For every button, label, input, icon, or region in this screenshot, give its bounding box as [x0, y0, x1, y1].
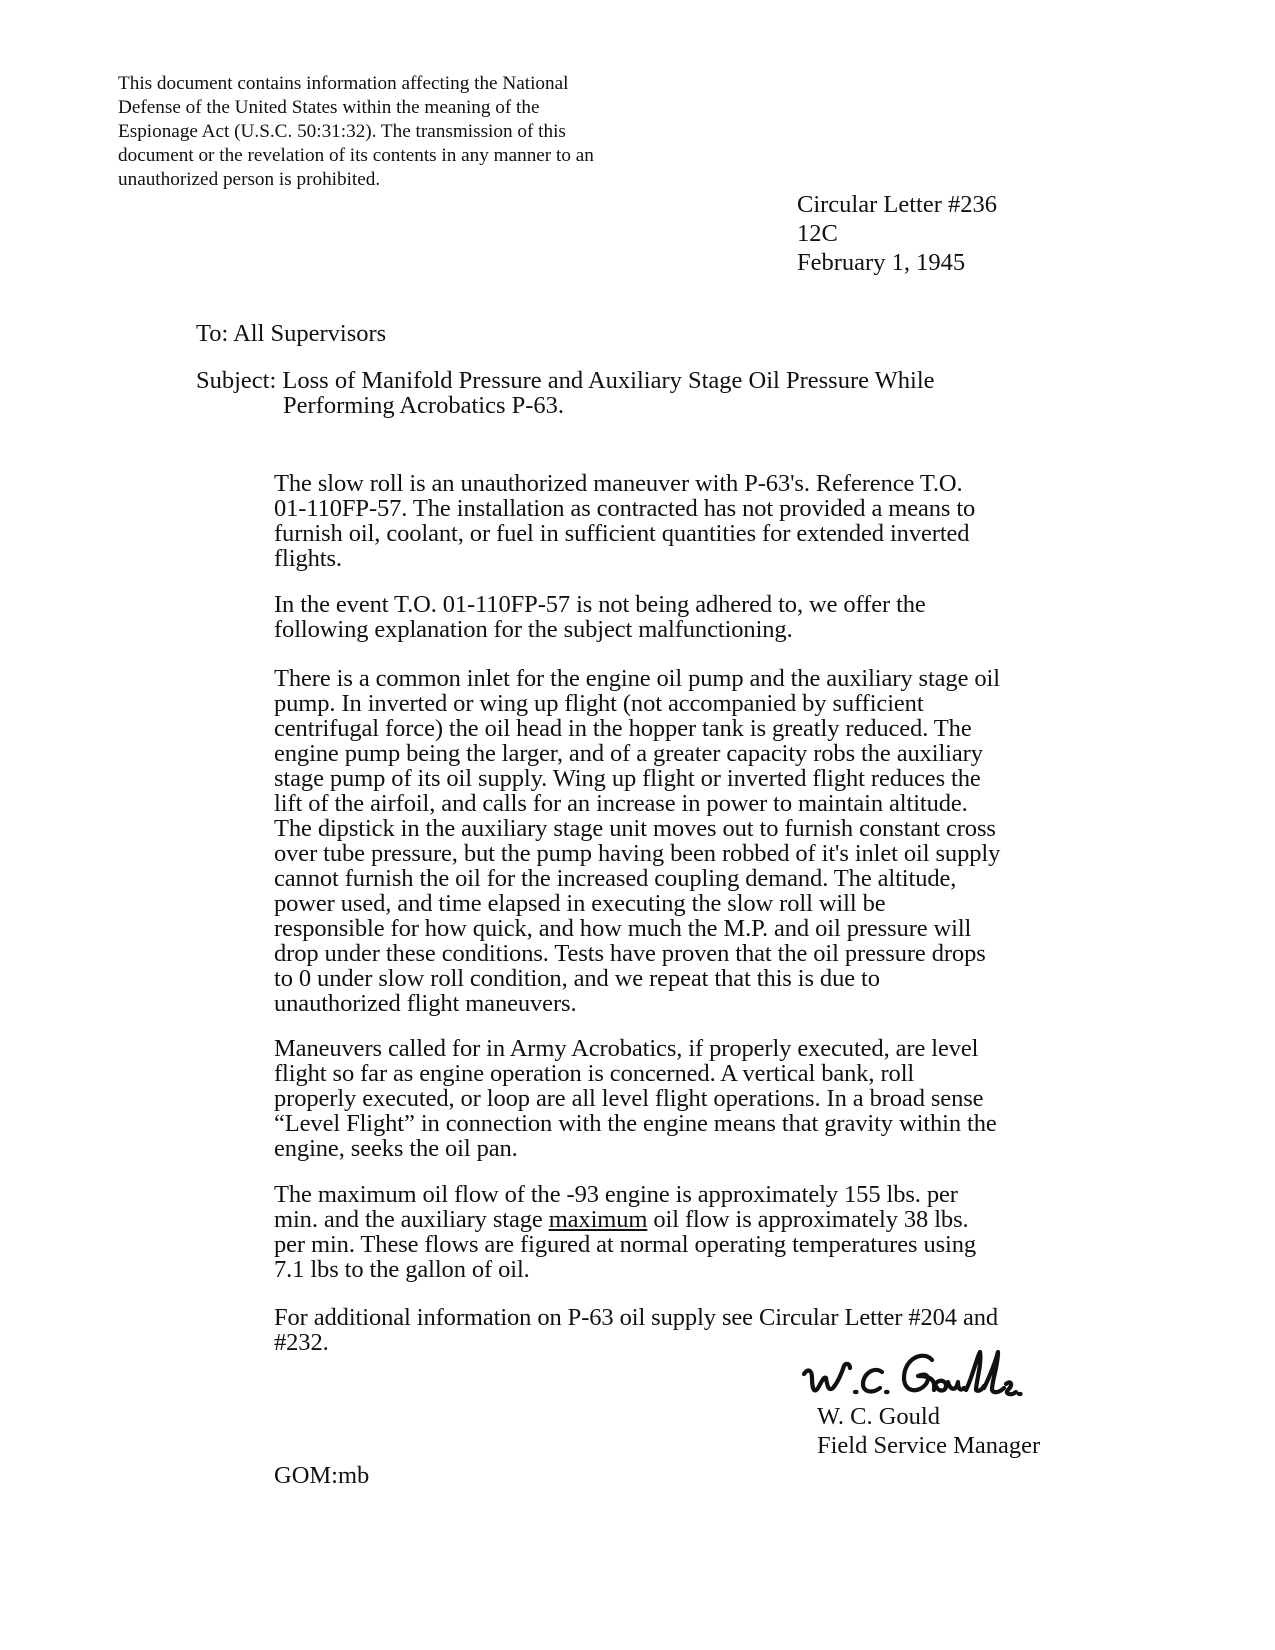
text-line: per min. These flows are figured at normal operating temperatures using	[274, 1231, 977, 1258]
text-segment: min. and the auxiliary stage	[274, 1206, 549, 1233]
letter-date: February 1, 1945	[797, 249, 966, 276]
handwritten-signature	[800, 1348, 1025, 1404]
notice-line: This document contains information affecting the National	[118, 73, 569, 94]
notice-line: unauthorized person is prohibited.	[118, 169, 381, 190]
text-line: drop under these conditions. Tests have proven that the oil pressure drops	[274, 940, 986, 967]
text-line: engine pump being the larger, and of a greater capacity robs the auxiliary	[274, 740, 983, 767]
text-line: properly executed, or loop are all level flight operations. In a broad sense	[274, 1085, 984, 1112]
text-line: The slow roll is an unauthorized maneuver with P-63's. Reference T.O.	[274, 470, 963, 497]
text-line: The dipstick in the auxiliary stage unit moves out to furnish constant cross	[274, 815, 996, 842]
subject-line-2: Performing Acrobatics P-63.	[283, 392, 565, 419]
typist-initials: GOM:mb	[274, 1462, 370, 1489]
text-line: furnish oil, coolant, or fuel in sufficient quantities for extended inverted	[274, 520, 970, 547]
text-line: 7.1 lbs to the gallon of oil.	[274, 1256, 530, 1283]
text-line: flight so far as engine operation is concerned. A vertical bank, roll	[274, 1060, 915, 1087]
text-line: centrifugal force) the oil head in the hopper tank is greatly reduced. The	[274, 715, 972, 742]
recipient-line: To: All Supervisors	[196, 320, 387, 347]
text-line: to 0 under slow roll condition, and we repeat that this is due to	[274, 965, 880, 992]
text-line: For additional information on P-63 oil supply see Circular Letter #204 and	[274, 1304, 999, 1331]
paragraph-army-acrobatics	[274, 1036, 997, 1161]
signature-block	[817, 1402, 1040, 1460]
text-line: “Level Flight” in connection with the engine means that gravity within the	[274, 1110, 997, 1137]
paragraph-oil-flow	[274, 1182, 976, 1282]
underlined-word: maximum	[548, 1206, 648, 1233]
text-line: Maneuvers called for in Army Acrobatics, if properly executed, are level	[274, 1035, 979, 1062]
notice-line: document or the revelation of its contents in any manner to an	[118, 145, 594, 166]
paragraph-common-inlet	[274, 666, 1000, 1016]
text-line: responsible for how quick, and how much the M.P. and oil pressure will	[274, 915, 972, 942]
text-line: cannot furnish the oil for the increased coupling demand. The altitude,	[274, 865, 957, 892]
circular-letter-number: Circular Letter #236	[797, 191, 998, 218]
text-line: unauthorized flight maneuvers.	[274, 990, 577, 1017]
text-line: #232.	[274, 1329, 329, 1356]
text-line: There is a common inlet for the engine oil pump and the auxiliary stage oil	[274, 665, 1000, 692]
text-line: engine, seeks the oil pan.	[274, 1135, 518, 1162]
paragraph-slow-roll	[274, 471, 975, 571]
signatory-title: Field Service Manager	[817, 1432, 1041, 1459]
subject-line-1: Subject: Loss of Manifold Pressure and Auxiliary Stage Oil Pressure While	[196, 367, 935, 394]
text-line: power used, and time elapsed in executing the slow roll will be	[274, 890, 886, 917]
text-line	[274, 1207, 976, 1232]
text-line: following explanation for the subject malfunctioning.	[274, 616, 793, 643]
text-line: lift of the airfoil, and calls for an increase in power to maintain altitude.	[274, 790, 968, 817]
notice-line: Defense of the United States within the meaning of the	[118, 97, 540, 118]
text-line: pump. In inverted or wing up flight (not accompanied by sufficient	[274, 690, 924, 717]
text-line: flights.	[274, 545, 342, 572]
signatory-name: W. C. Gould	[817, 1403, 940, 1430]
letter-code: 12C	[797, 220, 838, 247]
notice-line: Espionage Act (U.S.C. 50:31:32). The transmission of this	[118, 121, 566, 142]
subject-line	[196, 368, 935, 418]
security-notice	[118, 72, 658, 192]
text-line: over tube pressure, but the pump having been robbed of it's inlet oil supply	[274, 840, 1001, 867]
paragraph-explanation-intro	[274, 592, 926, 642]
text-line: The maximum oil flow of the -93 engine is approximately 155 lbs. per	[274, 1181, 958, 1208]
text-line: stage pump of its oil supply. Wing up flight or inverted flight reduces the	[274, 765, 981, 792]
letter-header	[797, 190, 997, 277]
text-line: In the event T.O. 01-110FP-57 is not being adhered to, we offer the	[274, 591, 926, 618]
text-line: 01-110FP-57. The installation as contracted has not provided a means to	[274, 495, 976, 522]
text-segment: oil flow is approximately 38 lbs.	[647, 1206, 969, 1233]
